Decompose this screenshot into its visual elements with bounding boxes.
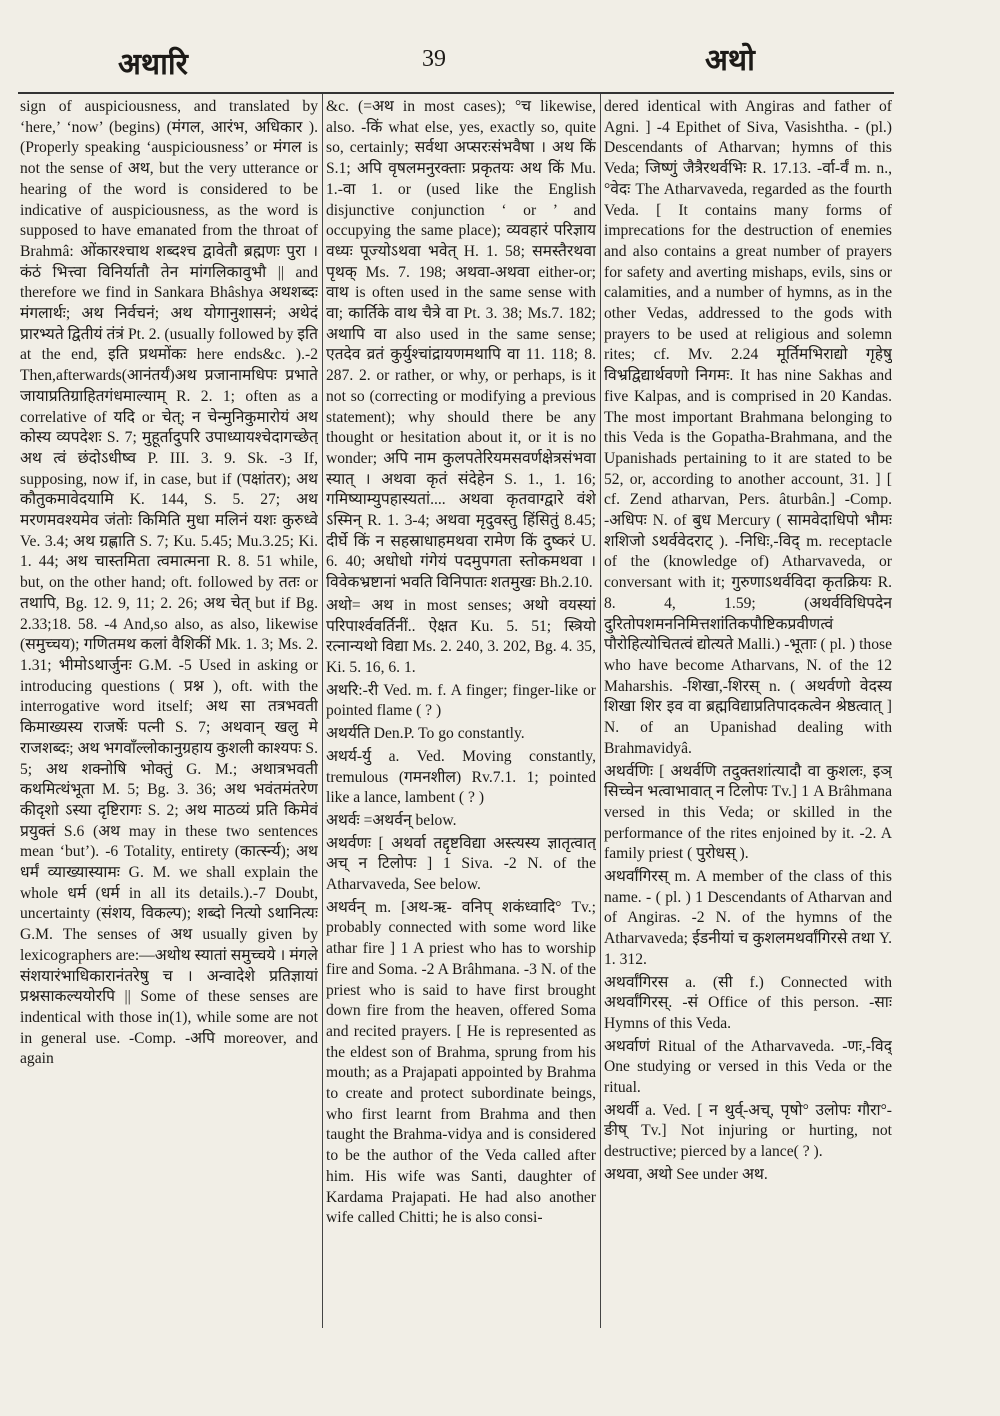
entry-atharvangirasa: अथर्वांगिरस a. (सी f.) Connected with अथर्वांगिरस्. -सं Office of this person. -साः Hymns of this Veda. [604, 973, 892, 1032]
page-header [0, 38, 1000, 86]
entry-atharvi: अथर्वी a. Ved. [ न थुर्व्-अच्, पृषो° उलोपः गौरा°- ङीष् Tv.] Not injuring or hurting, not destructive; pierced by a lance( ? ). [604, 1101, 892, 1161]
entry-text: &c. (=अथ in most cases); °च likewise, also. -किं what else, yes, exactly so, quite so, certainly; सर्वथा अप्सरःसंभवैषा । अथ किं S.1; अपि वृषलमनुरक्ताः प्रकृतयः अथ किं Mu. 1.-वा 1. or (used like the English disjunctive conjunction ‘ or ’ and occupying the same place); व्यवहारं परिज्ञाय वध्यः पूज्योऽथवा भवेत् H. 1. 58; समस्तैरथवा पृथक् Ms. 7. 198; अथवा-अथवा either-or; वाथ is often used in the same sense with वा; कार्तिके वाथ चैत्रे वा Pt. 3. 38; Ms.7. 182; अथापि वा also used in the same sense; एतदेव व्रतं कुर्युश्चांद्रायणमथापि वा 11. 118; 8. 287. 2. or rather, or why, or perhaps, is it not so (correcting or modifying a previous statement); why should there be any thought or hesitation about it, or it is no wonder; अपि नाम कुलपतेरियमसवर्णक्षेत्रसंभवा स्यात् । अथवा कृतं संदेहेन S. 1., 1. 16; गमिष्याम्युपहास्यतां.... अथवा कृतवाग्द्वारे वंशे ऽस्मिन् R. 1. 3-4; अथवा मृदुवस्तु हिंसितुं 8.45; दीर्घे किं न सहस्राधाहमथवा रामेण किं दुष्करं U. 6. 40; अधोधो गंगेयं पदमुपगता स्तोकमथवा । विवेकभ्रष्टानां भवति विनिपातः शतमुखः Bh.2.10. [326, 98, 596, 592]
entry-atharyati: अथर्यति Den.P. To go constantly. [326, 725, 525, 743]
column-1 [20, 94, 318, 1335]
entry-atharvani: अथर्वणिः [ अथर्वणि तदुक्तशांत्यादौ वा कुशलः, इञ् सिच्चेन भत्वाभावात् न टिलोपः Tv.] 1 A Brâhmana versed in this Veda; or skilled in the performance of the rites enjoined by it. -2. A family priest ( पुरोधस् ). [604, 762, 892, 863]
column-2 [326, 94, 596, 1335]
entry-atharvan: अथर्वन् m. [अथ-ऋ- वनिप् शकंध्वादि° Tv.; probably connected with some word like athar fire ] 1 A priest who has to worship fire and Soma. -2 A Brâhmana. -3 N. of the priest who is said to have first brought down fire from the heaven, offered Soma and recited prayers. [ He is represented as the eldest son of Brahma, sprung from his mouth; as a Prajapati appointed by Brahma to create and protect subordinate beings, who first learnt from Brahma and then taught the Brahma-vidya and is considered to be the author of the Veda called after him. His wife was Santi, daughter of Kardama Prajapati. He had also another wife called Chitti; he is also consi- [326, 898, 596, 1227]
left-running-headword: अथारि [118, 47, 188, 82]
column-divider-2 [600, 94, 601, 1328]
entry-text: sign of auspiciousness, and translated by ‘here,’ ‘now’ (begins) (मंगल, आरंभ, अधिकार ). (Properly speaking ‘auspiciousness’ or मंगल is not the sense of अथ, but the very utterance or hearing of the word is considered to be indicative of auspiciousness, as the word is supposed to have emanated from the throat of Brahmâ: ओंकारश्चाथ शब्दश्च द्वावेतौ ब्रह्मणः पुरा । कंठं भित्त्वा विनिर्यातौ तेन मांगलिकावुभौ || and therefore we find in Sankara Bhâshya अथशब्दः मंगलार्थः; अथ निर्वचनं; अथ योगानुशासनं; अथेदं प्रारभ्यते द्वितीयं तंत्रं Pt. 2. (usually followed by इति at the end, इति प्रथमोंकः here ends&c. ).-2 Then,afterwards(आनंतर्यं)अथ प्रजानामधिपः प्रभाते जायाप्रतिग्राहितगंधमाल्याम् R. 2. 1; often as a correlative of यदि or चेत्; न चेन्मुनिकुमारोयं अथ कोस्य व्यपदेशः S. 7; मुहूर्तादुपरि उपाध्यायश्चेदागच्छेत् अथ त्वं छंदोऽधीष्व P. III. 3. 9. Sk. -3 If, supposing, now if, in case, but if (पक्षांतर); अथ कौतुकमावेदयामि K. 144, S. 5. 27; अथ मरणमवश्यमेव जंतोः किमिति मुधा मलिनं यशः कुरुध्वे Ve. 3.4; अथ ग्रह्णाति S. 7; Ku. 5.45; Mu.3.25; Ki. 1. 44; अथ चास्तमिता त्वमात्मना R. 8. 51 while, but, on the other hand; oft. followed by ततः or तथापि, Bg. 12. 9, 11; 2. 26; अथ चेत् but if Bg. 2.33;18. 58. -4 And,so also, as also, likewise (समुच्चय); गणितमथ कलां वैशिकीं Mk. 1. 3; Ms. 2. 1.31; भीमोऽथार्जुनः G.M. -5 Used in asking or introducing questions ( प्रश्न ), oft. with the interrogative word itself; अथ सा तत्रभवती किमाख्यस्य राजर्षेः पत्नी S. 7; अथवान् खलु मे राजशब्दः; अथ भगवाँल्लोकानुग्रहाय कुशली काश्यपः S. 5; अथ शक्नोषि भोक्तुं G. M.; अथात्रभवती कथमित्थंभूता M. 5; Bg. 3. 36; अथ भवंतमंतरेण कीदृशो ऽस्या दृष्टिरागः S. 2; अथ माठव्यं प्रति किमेवं प्रयुक्तं S.6 (अथ may in these two sentences mean ‘but’). -6 Totality, entirety (कार्त्स्न्य); अथ धर्मं व्याख्यास्यामः G. M. we shall explain the whole धर्म (धर्म in all its details.).-7 Doubt, uncertainty (संशय, विकल्प); शब्दो नित्यो ऽथानित्यः G.M. The senses of अथ usually given by lexicographers are:—अथोथ स्यातां समुच्चये । मंगले संशयारंभाधिकारानंतरेषु च । अन्वादेशे प्रतिज्ञायां प्रश्नसाकल्ययोरपि || Some of these senses are indentical with those in(1), while some are not in general use. -Comp. -अपि moreover, and again [20, 98, 318, 1068]
entry-athau: अथो= अथ in most senses; अथो वयस्यां परिपार्श्ववर्तिनीं.. ऐक्षत Ku. 5. 51; स्त्रियो रत्नान्यथो विद्या Ms. 2. 240, 3. 202, Bg. 4. 35, Ki. 5. 16, 6. 1. [326, 596, 596, 676]
entry-athava: अथवा, अथो See under अथ. [604, 1165, 768, 1183]
entry-atharvanam: अथर्वाणं Ritual of the Atharvaveda. -णः,-विद् One studying or versed in this Veda or the ritual. [604, 1037, 892, 1097]
entry-atharvana: अथर्वणः [ अथर्वा तद्दृष्टविद्या अस्त्यस्य ज्ञातृत्वात् अच् न टिलोपः ] 1 Siva. -2 N. of the Atharvaveda, See below. [326, 834, 596, 894]
page-number: 39 [422, 46, 446, 72]
entry-text: dered identical with Angiras and father of Agni. ] -4 Epithet of Siva, Vasishtha. - (pl.) Descendants of Atharvan; hymns of this Veda; जिष्णुं जैत्रैरथर्वभिः R. 17.13. -र्वा-र्वं m. n., °वेदः The Atharvaveda, regarded as the fourth Veda. [ It contains many forms of imprecations for the destruction of enemies and also contains a great number of prayers for safety and averting mishaps, evils, sins or calamities, and a number of hymns, as in the other Vedas, addressed to the gods with prayers to be used at religious and solemn rites; cf. Mv. 2.24 मूर्तिमभिराद्यो गृहेषु विभ्रद्विद्यार्थवणो निगमः. It has nine Sakhas and five Kalpas, and is comprised in 20 Kandas. The most important Brahmana belonging to this Veda is the Gopatha-Brahmana, and the Upanishads pertaining to it are stated to be 52, or, according to another account, 31. ] [ cf. Zend atharvan, Pers. âturbân.] -Comp. -अधिपः N. of बुध Mercury ( सामवेदाधिपो भौमः शशिजो ऽथर्ववेदराट् ). -निधिः,-विद् m. receptacle of the (knowledge of) Atharvaveda, or conversant with it; गुरुणाऽथर्वविदा कृतक्रियः R. 8. 4, 1.59; (अथर्वविधिपदेन दुरितोपशमननिमित्तशांतिकपौष्टिकप्रवीणत्वं पौरोहित्योचितत्वं द्योत्यते Malli.) -भूताः ( pl. ) those who have become Atharvans, N. of the 12 Maharshis. -शिखा,-शिरस् n. ( अथर्वणो वेदस्य शिखा शिर इव वा ब्रह्मविद्याप्रतिपादकत्वेन श्रेष्ठत्वात् ] N. of an Upanishad dealing with Brahmavidyâ. [604, 98, 892, 757]
entry-atharvah: अथर्वः =अथर्वन् below. [326, 811, 457, 829]
entry-atharya: अथर्य-र्यु a. Ved. Moving constantly, tremulous (गमनशील) Rv.7.1. 1; pointed like a lance, lambent ( ? ) [326, 747, 596, 807]
column-3 [604, 94, 892, 1335]
column-divider-1 [322, 94, 323, 1328]
entry-atharvangiras: अथर्वांगिरस् m. A member of the class of this name. - ( pl. ) 1 Descendants of Atharvan and of Angiras. -2 N. of the hymns of the Atharvaveda; ईडनीयां च कुशलमथर्वांगिरसे तथा Y. 1. 312. [604, 868, 892, 968]
entry-athari: अथरि:-री Ved. m. f. A finger; finger-like or pointed flame ( ? ) [326, 681, 596, 720]
right-running-headword: अथो [705, 43, 755, 78]
